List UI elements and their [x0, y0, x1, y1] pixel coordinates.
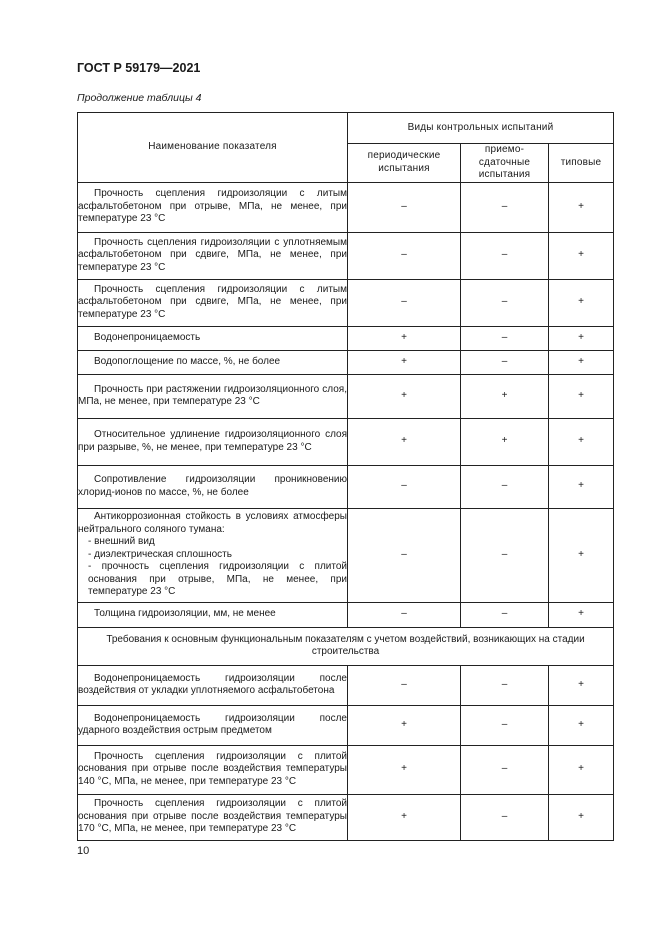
table-row: [78, 465, 614, 508]
document-code: ГОСТ Р 59179—2021: [77, 61, 201, 75]
periodic-mark: +: [348, 326, 461, 350]
type-mark: +: [549, 326, 614, 350]
header-type: типовые: [549, 144, 614, 183]
periodic-mark: –: [348, 508, 461, 602]
table-row: [78, 418, 614, 465]
indicator-name: Толщина гидроизоляции, мм, не менее: [78, 602, 348, 627]
indicator-name: Прочность сцепления гидроизоляции с литым асфальтобетоном при сдвиге, МПа, не менее, при температуре 23 °С: [78, 279, 348, 326]
periodic-mark: –: [348, 602, 461, 627]
type-mark: +: [549, 508, 614, 602]
control-tests-table: [77, 112, 614, 841]
acceptance-mark: –: [461, 745, 549, 794]
table-row: [78, 326, 614, 350]
table-row: [78, 602, 614, 627]
acceptance-mark: –: [461, 182, 549, 232]
acceptance-mark: –: [461, 350, 549, 374]
indicator-name: Прочность сцепления гидроизоляции с плитой основания при отрыве после воздействия температуры 140 °С, МПа, не менее, при температуре 23 °С: [78, 745, 348, 794]
type-mark: +: [549, 705, 614, 745]
section-row: [78, 627, 614, 665]
type-mark: +: [549, 665, 614, 705]
sub-item: - внешний вид: [88, 536, 155, 548]
type-mark: +: [549, 374, 614, 418]
table-row: [78, 794, 614, 840]
acceptance-mark: –: [461, 602, 549, 627]
table-row: [78, 374, 614, 418]
periodic-mark: –: [348, 279, 461, 326]
header-test-types: Виды контрольных испытаний: [348, 113, 614, 144]
indicator-name: Прочность сцепления гидроизоляции с уплотняемым асфальтобетоном при сдвиге, МПа, не менее, при температуре 23 °С: [78, 232, 348, 279]
periodic-mark: +: [348, 350, 461, 374]
sub-item: - прочность сцепления гидроизоляции с плитой основания при отрыве, МПа, не менее, при температуре 23 °С: [88, 561, 347, 598]
section-title: Требования к основным функциональным показателям с учетом воздействий, возникающих на стадии строительства: [78, 627, 614, 665]
indicator-name: Антикоррозионная стойкость в условиях атмосферы нейтрального соляного тумана: - внешний вид - диэлектрическая сплошность - прочность сцепления гидроизоляции с плитой основания при отрыве, МПа, не менее, при температуре 23 °С: [78, 508, 348, 602]
table-continuation-caption: Продолжение таблицы 4: [77, 92, 202, 104]
table-row: [78, 665, 614, 705]
acceptance-mark: –: [461, 794, 549, 840]
table-row: [78, 232, 614, 279]
periodic-mark: –: [348, 182, 461, 232]
type-mark: +: [549, 602, 614, 627]
indicator-name: Прочность сцепления гидроизоляции с плитой основания при отрыве после воздействия температуры 170 °С, МПа, не менее, при температуре 23 °С: [78, 794, 348, 840]
periodic-mark: +: [348, 374, 461, 418]
acceptance-mark: –: [461, 665, 549, 705]
table-row: [78, 705, 614, 745]
acceptance-mark: –: [461, 326, 549, 350]
header-periodic: периодические испытания: [348, 144, 461, 183]
periodic-mark: +: [348, 418, 461, 465]
periodic-mark: +: [348, 705, 461, 745]
acceptance-mark: –: [461, 705, 549, 745]
indicator-name: Прочность при растяжении гидроизоляционного слоя, МПа, не менее, при температуре 23 °С: [78, 374, 348, 418]
periodic-mark: +: [348, 745, 461, 794]
type-mark: +: [549, 794, 614, 840]
sub-item: - диэлектрическая сплошность: [88, 548, 232, 560]
indicator-name: Водонепроницаемость: [78, 326, 348, 350]
acceptance-mark: –: [461, 279, 549, 326]
indicator-name: Водонепроницаемость гидроизоляции после воздействия от укладки уплотняемого асфальтобетона: [78, 665, 348, 705]
indicator-name: Водонепроницаемость гидроизоляции после ударного воздействия острым предметом: [78, 705, 348, 745]
acceptance-mark: –: [461, 465, 549, 508]
type-mark: +: [549, 745, 614, 794]
type-mark: +: [549, 232, 614, 279]
type-mark: +: [549, 350, 614, 374]
acceptance-mark: –: [461, 508, 549, 602]
periodic-mark: –: [348, 665, 461, 705]
table-row: [78, 182, 614, 232]
acceptance-mark: +: [461, 374, 549, 418]
periodic-mark: +: [348, 794, 461, 840]
indicator-name: Прочность сцепления гидроизоляции с литым асфальтобетоном при отрыве, МПа, не менее, при температуре 23 °С: [78, 182, 348, 232]
acceptance-mark: –: [461, 232, 549, 279]
table-row: [78, 745, 614, 794]
header-indicator-name: Наименование показателя: [78, 113, 348, 183]
type-mark: +: [549, 279, 614, 326]
type-mark: +: [549, 418, 614, 465]
type-mark: +: [549, 465, 614, 508]
indicator-name: Относительное удлинение гидроизоляционного слоя при разрыве, %, не менее, при температуре 23 °С: [78, 418, 348, 465]
acceptance-mark: +: [461, 418, 549, 465]
table-row: [78, 350, 614, 374]
header-acceptance: приемо-сдаточные испытания: [461, 144, 549, 183]
table-row: [78, 279, 614, 326]
periodic-mark: –: [348, 232, 461, 279]
indicator-name: Сопротивление гидроизоляции проникновению хлорид-ионов по массе, %, не более: [78, 465, 348, 508]
type-mark: +: [549, 182, 614, 232]
indicator-name: Водопоглощение по массе, %, не более: [78, 350, 348, 374]
table-row: [78, 508, 614, 602]
periodic-mark: –: [348, 465, 461, 508]
page-number: 10: [77, 845, 90, 857]
